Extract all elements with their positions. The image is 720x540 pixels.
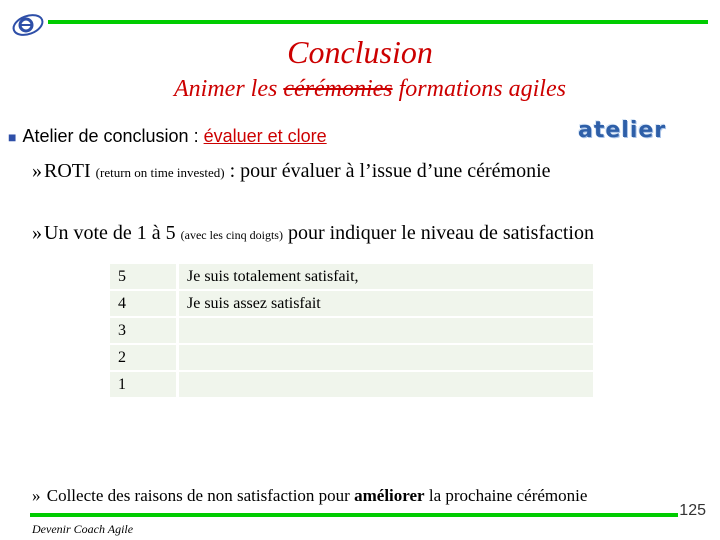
- score-cell: 2: [110, 344, 178, 371]
- slide-title: Conclusion: [287, 34, 433, 70]
- subtitle-suffix: formations agiles: [392, 76, 566, 102]
- score-cell: 4: [110, 290, 178, 317]
- table-row: [110, 371, 593, 398]
- slide-subtitle: [0, 76, 720, 103]
- vote-rest: pour indiquer le niveau de satisfaction: [282, 222, 594, 244]
- collect-lead: Collecte des raisons de non satisfaction pour: [42, 486, 355, 505]
- vote-small: (avec les cinq doigts): [180, 228, 283, 242]
- meaning-cell: Je suis assez satisfait: [178, 290, 594, 317]
- meaning-cell: [178, 344, 594, 371]
- vote-line: [32, 222, 594, 245]
- collect-rest: la prochaine cérémonie: [424, 486, 588, 505]
- page-number: 125: [679, 502, 706, 519]
- collect-line: [32, 486, 587, 506]
- main-bullet: [8, 126, 327, 147]
- arrow-icon: »: [32, 486, 41, 505]
- roti-lead: ROTI: [44, 160, 96, 182]
- bottom-rule: [30, 513, 678, 517]
- table-row: [110, 344, 593, 371]
- collect-bold: améliorer: [354, 486, 425, 505]
- score-cell: 3: [110, 317, 178, 344]
- meaning-cell: [178, 371, 594, 398]
- footer-course: Devenir Coach Agile: [32, 522, 134, 536]
- roti-rest: : pour évaluer à l’issue d’une cérémonie: [224, 160, 551, 182]
- subtitle-struck: cérémonies: [283, 76, 393, 102]
- vote-lead: Un vote de 1 à 5: [44, 222, 181, 244]
- meaning-cell: Je suis totalement satisfait,: [178, 263, 594, 290]
- arrow-icon: »: [32, 160, 42, 182]
- table-row: [110, 290, 593, 317]
- satisfaction-table: [110, 262, 593, 399]
- subtitle-prefix: Animer les: [174, 76, 284, 102]
- atelier-badge: atelier: [578, 118, 667, 143]
- table-row: [110, 317, 593, 344]
- score-cell: 5: [110, 263, 178, 290]
- bullet-prefix: Atelier de conclusion :: [22, 126, 204, 146]
- arrow-icon: »: [32, 222, 42, 244]
- roti-line: [32, 160, 551, 183]
- roti-small: (return on time invested): [95, 165, 225, 180]
- bullet-highlight: évaluer et clore: [203, 126, 327, 146]
- top-rule: [48, 20, 708, 24]
- table-row: [110, 263, 593, 290]
- score-cell: 1: [110, 371, 178, 398]
- square-bullet-icon: ■: [8, 129, 17, 145]
- meaning-cell: [178, 317, 594, 344]
